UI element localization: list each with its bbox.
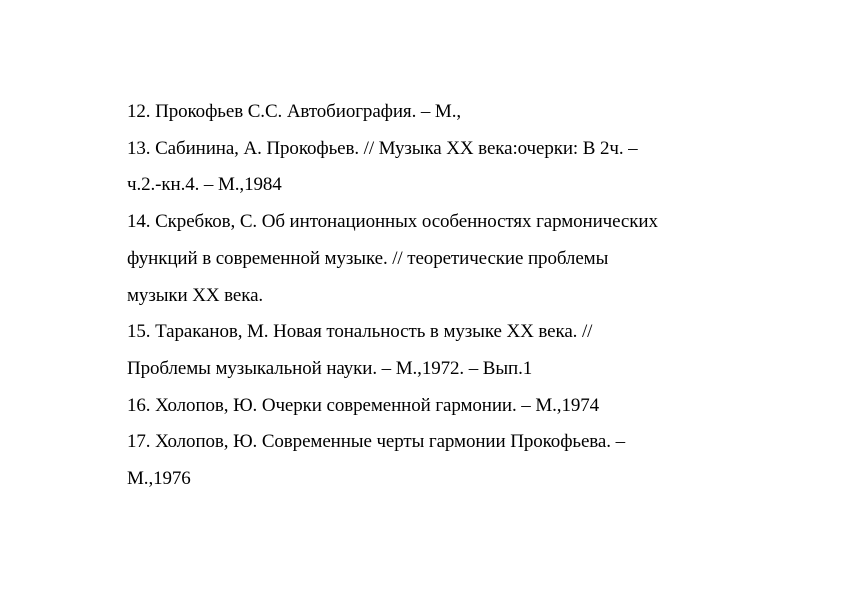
bibliography-line-5: функций в современной музыке. // теоретические проблемы <box>127 247 609 269</box>
bibliography-line-1: 12. Прокофьев С.С. Автобиография. – М., <box>127 101 462 122</box>
bibliography-line-10: 17. Холопов, Ю. Современные черты гармонии Прокофьева. – <box>127 431 625 453</box>
bibliography-line-2: 13. Сабинина, А. Прокофьев. // Музыка ХХ века:очерки: В 2ч. – <box>127 137 638 159</box>
bibliography-line-3: ч.2.-кн.4. – М.,1984 <box>127 174 282 196</box>
bibliography-line-6: музыки ХХ века. <box>127 284 264 306</box>
bibliography-line-7: 15. Тараканов, М. Новая тональность в музыке ХХ века. // <box>127 321 593 343</box>
bibliography-line-4: 14. Скребков, С. Об интонационных особенностях гармонических <box>127 211 658 233</box>
bibliography-line-8: Проблемы музыкальной науки. – М.,1972. – Вып.1 <box>127 357 533 379</box>
bibliography-line-11: М.,1976 <box>127 468 191 490</box>
bibliography-list <box>127 94 767 498</box>
bibliography-line-9: 16. Холопов, Ю. Очерки современной гармонии. – М.,1974 <box>127 394 600 416</box>
